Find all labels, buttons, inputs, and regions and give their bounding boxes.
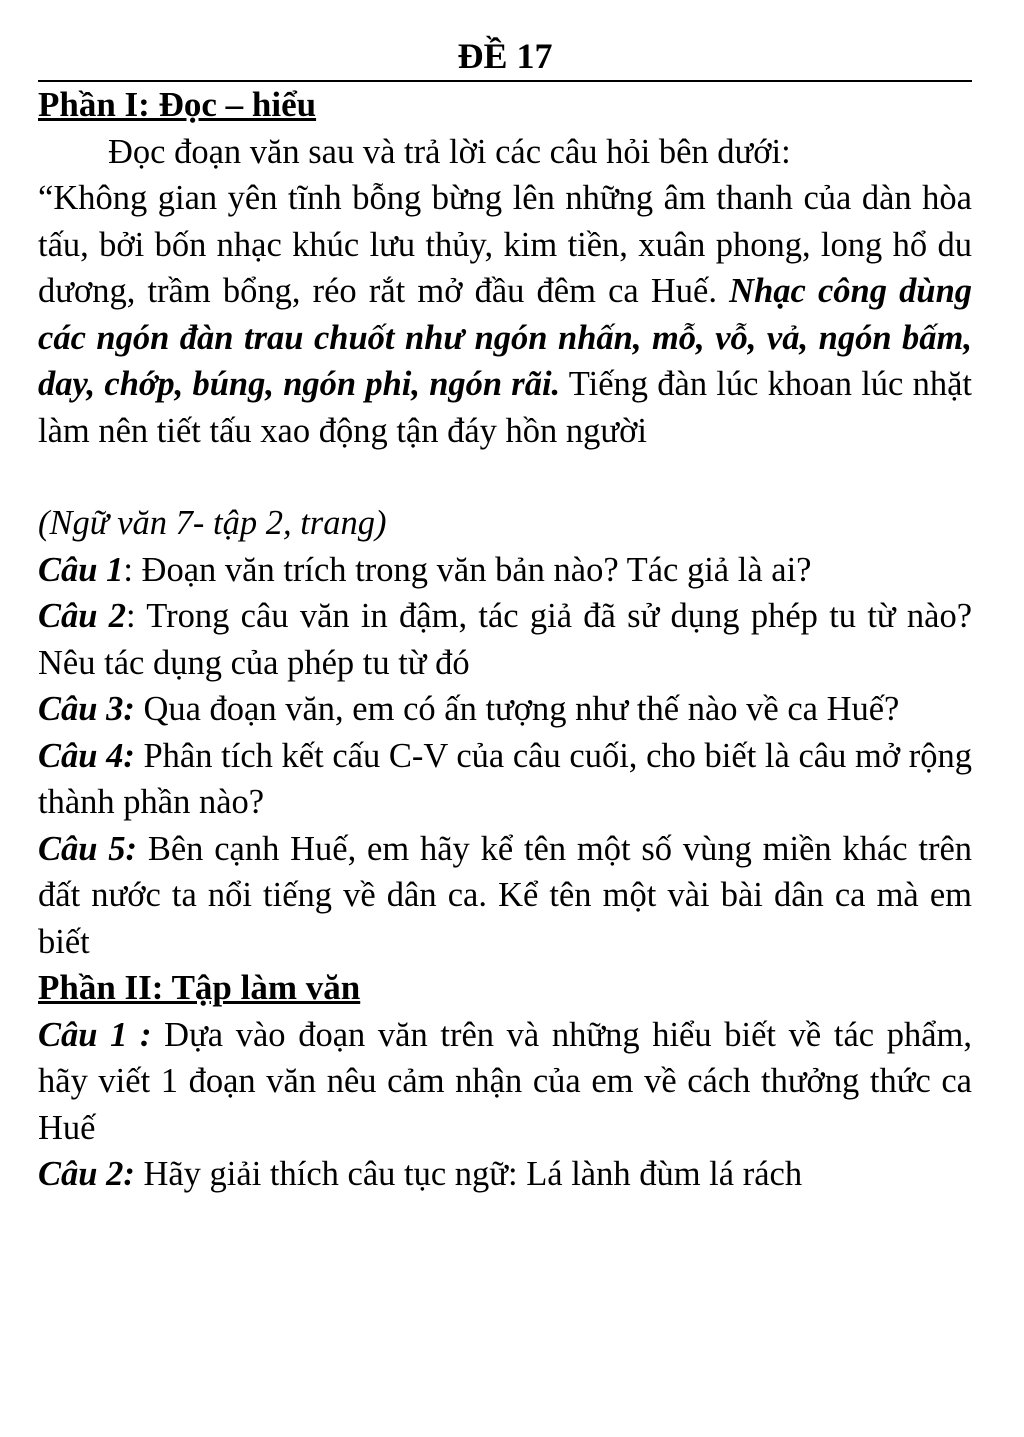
passage-source: (Ngữ văn 7- tập 2, trang): [38, 504, 387, 542]
exam-page: [38, 34, 972, 1198]
part1-heading: Phần I: Đọc – hiểu: [38, 85, 317, 124]
question-1: Câu 1: Đoạn văn trích trong văn bản nào? Tác giả là ai?: [38, 550, 812, 589]
passage-text-1: “Không gian yên tĩnh bỗng bừng lên những âm thanh của dàn hòa tấu, bởi bốn nhạc khúc lưu thủy, kim tiền, xuân phong, long hổ du dương, trầm bổng, réo rắt mở đầu đêm ca Huế.: [38, 179, 972, 310]
question-4: Câu 4: Phân tích kết cấu C-V của câu cuối, cho biết là câu mở rộng thành phần nào?: [38, 736, 972, 821]
question-5: Câu 5: Bên cạnh Huế, em hãy kể tên một số vùng miền khác trên đất nước ta nổi tiếng về dân ca. Kể tên một vài bài dân ca mà em biết: [38, 829, 973, 961]
passage-bold-sentence: Nhạc công dùng các ngón đàn trau chuốt như ngón nhấn, mỗ, vỗ, vả, ngón bấm, day, chớp, búng, ngón phi, ngón rãi.: [38, 272, 973, 403]
writing-question-1: Câu 1 : Dựa vào đoạn văn trên và những hiểu biết về tác phẩm, hãy viết 1 đoạn văn nêu cảm nhận của em về cách thưởng thức ca Huế: [38, 1015, 973, 1147]
part2-heading: Phần II: Tập làm văn: [38, 968, 361, 1007]
question-3: Câu 3: Qua đoạn văn, em có ấn tượng như thế nào về ca Huế?: [38, 690, 900, 728]
reading-passage: [38, 175, 972, 454]
question-2: Câu 2: Trong câu văn in đậm, tác giả đã sử dụng phép tu từ nào? Nêu tác dụng của phép tu từ đó: [38, 597, 973, 682]
passage-text-2: Tiếng đàn lúc khoan lúc nhặt làm nên tiết tấu xao động tận đáy hồn người: [38, 365, 972, 450]
blank-line: [38, 454, 972, 500]
part1-intro: Đọc đoạn văn sau và trả lời các câu hỏi bên dưới:: [108, 132, 791, 171]
exam-title: ĐỀ 17: [457, 36, 553, 76]
writing-question-2: Câu 2: Hãy giải thích câu tục ngữ: Lá lành đùm lá rách: [38, 1155, 803, 1193]
